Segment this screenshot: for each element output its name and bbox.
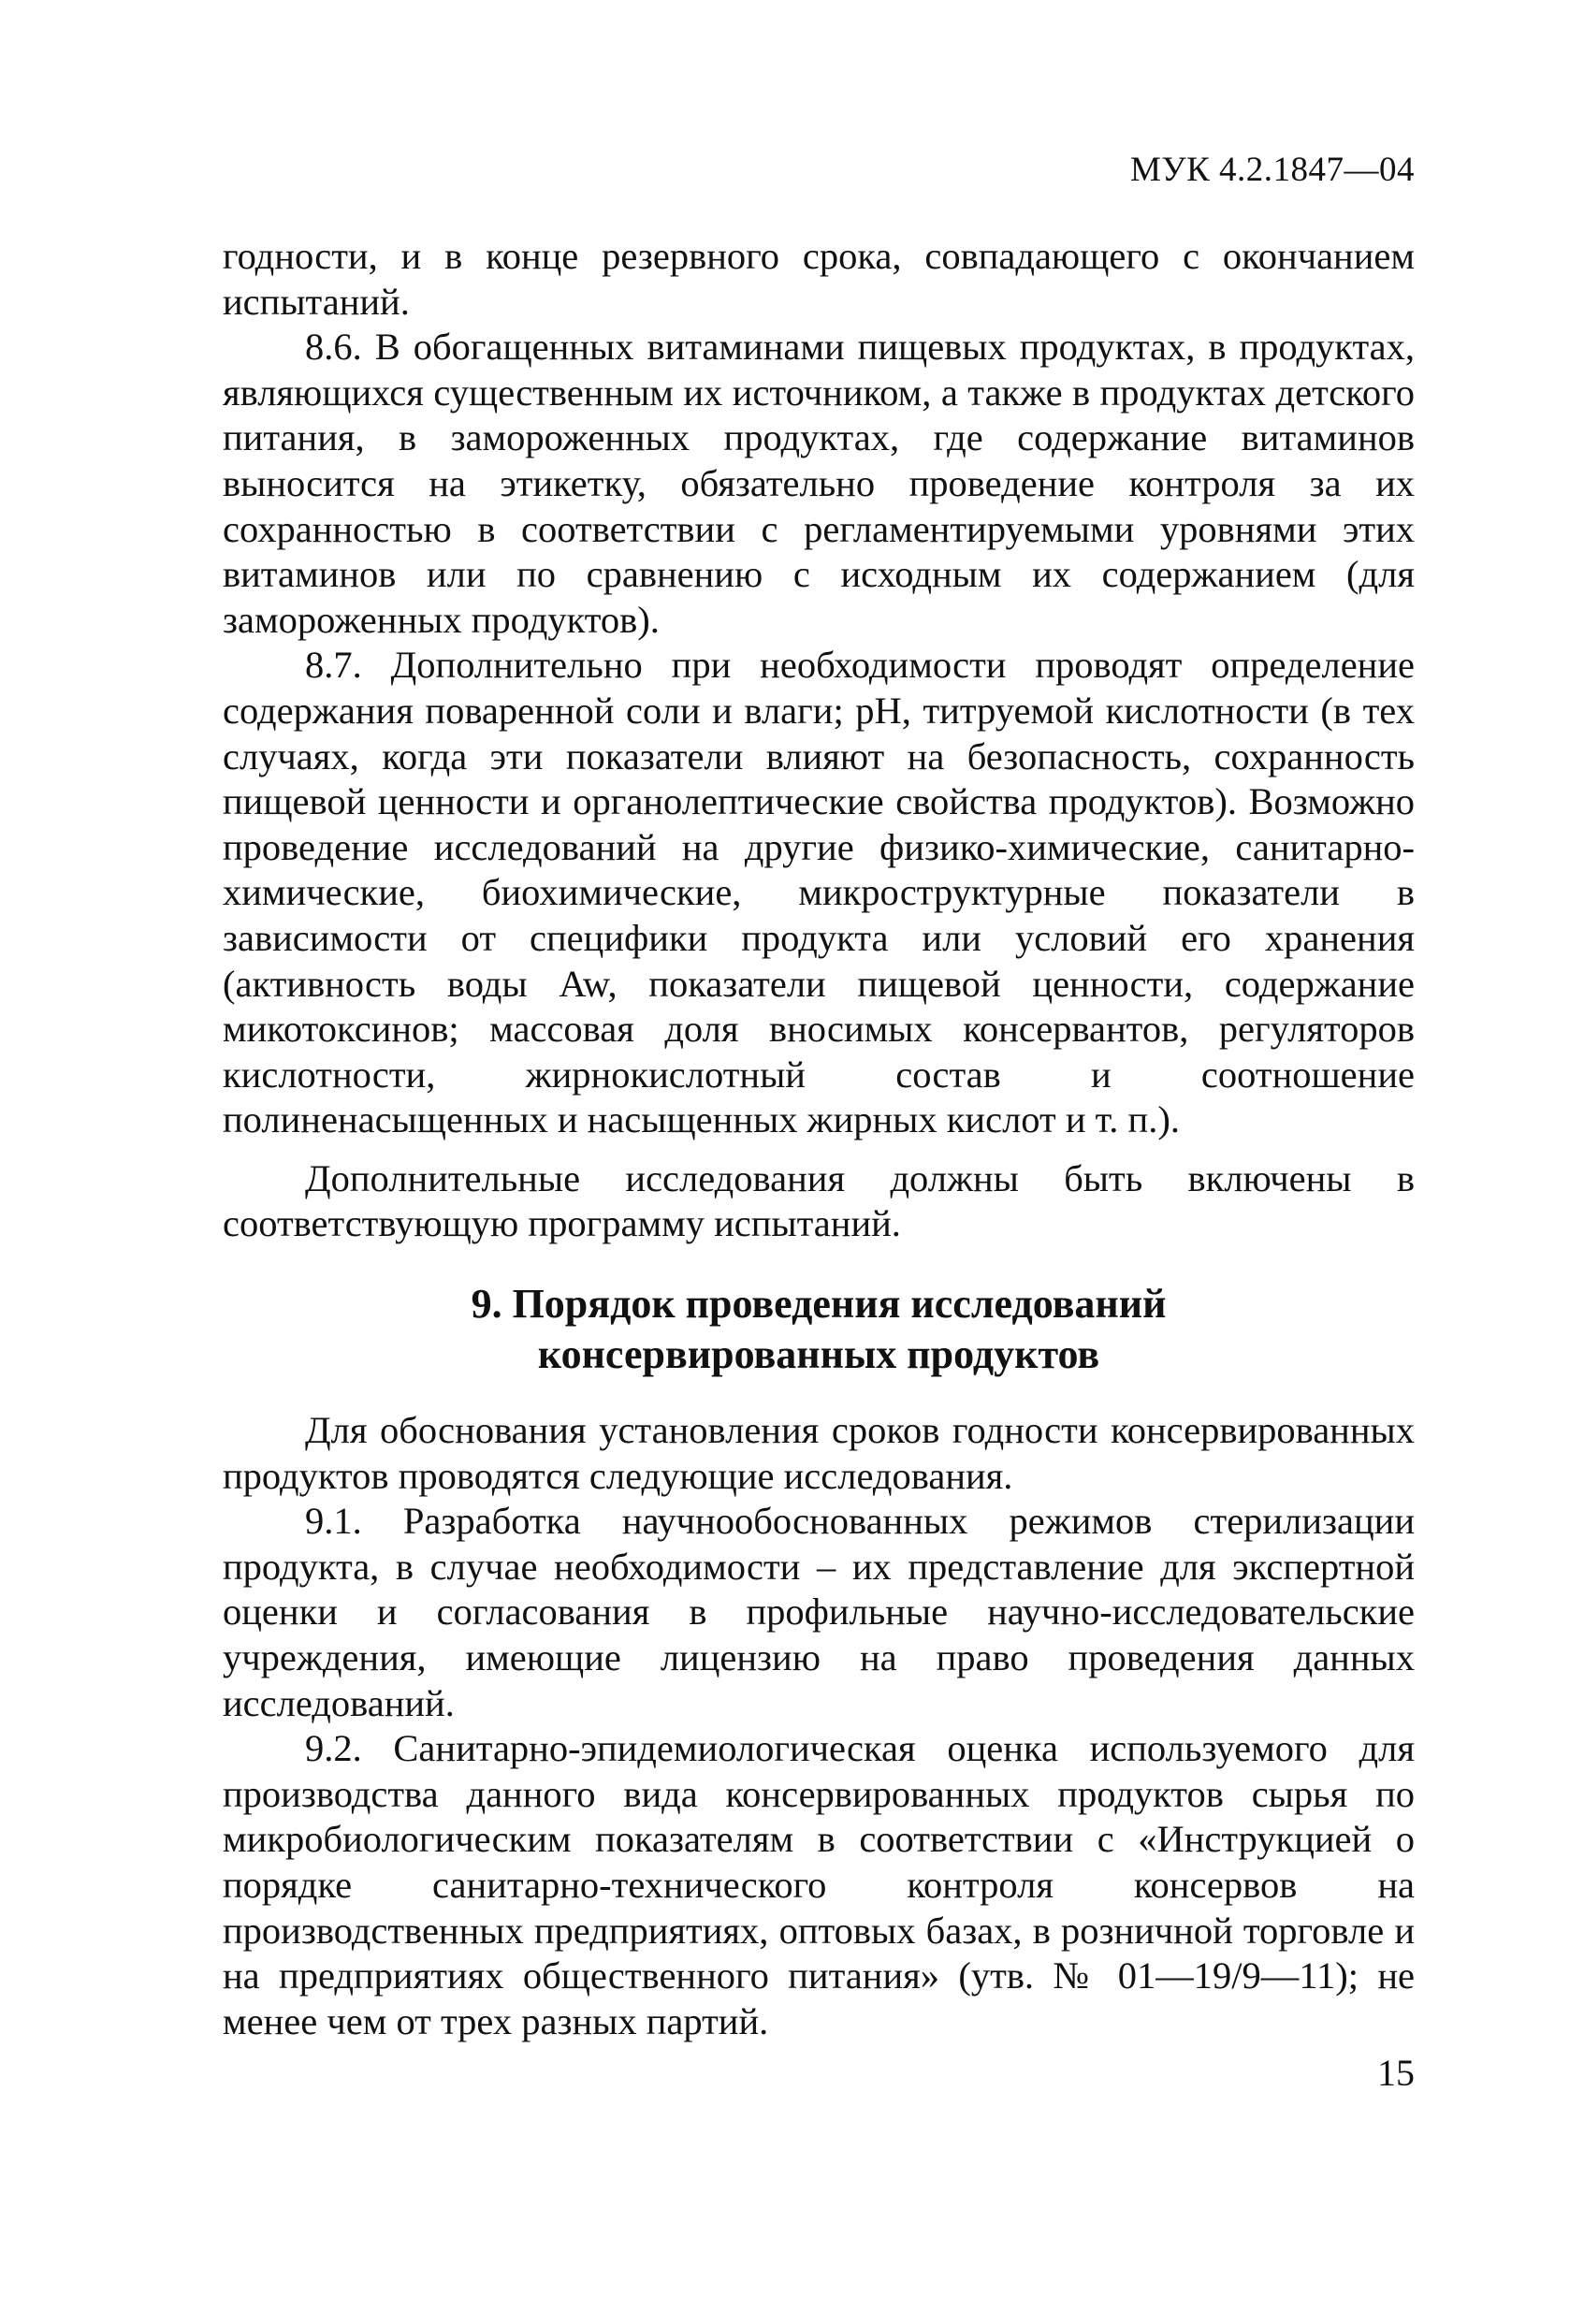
section-9-heading-line2: консервированных продуктов <box>537 1331 1100 1378</box>
paragraph-9-1: 9.1. Разработка научнообоснованных режимов стерилизации продукта, в случае необходимости – их представление для экспертной оценки и согласования в профильные научно-исследовательские учреждения, имеющие лицензию на право проведения данных исследований. <box>223 1500 1415 1724</box>
paragraph-continuation: годности, и в конце резервного срока, совпадающего с окончанием испытаний. <box>223 235 1415 323</box>
paragraph-8-7: 8.7. Дополнительно при необходимости проводят определение содержания поваренной соли и влаги; pH, титруемой кислотности (в тех случаях, когда эти показатели влияют на безопасность, сохранность пищевой ценности и органолептические свойства продуктов). Возможно проведение исследований на другие физико-химические, санитарно-химические, биохимические, микроструктурные показатели в зависимости от специфики продукта или условий его хранения (активность воды Aw, показатели пищевой ценности, содержание микотоксинов; массовая доля вносимых консервантов, регуляторов кислотности, жирнокислотный состав и соотношение полиненасыщенных и насыщенных жирных кислот и т. п.). <box>223 644 1415 1141</box>
section-9-heading-line1: 9. Порядок проведения исследований <box>471 1281 1167 1328</box>
document-code-header: МУК 4.2.1847—04 <box>1129 151 1415 189</box>
paragraph-9-2: 9.2. Санитарно-эпидемиологическая оценка используемого для производства данного вида консервированных продуктов сырья по микробиологическим показателям в соответствии с «Инструкцией о порядке санитарно-технического контроля консервов на производственных предприятиях, оптовых базах, в розничной торговле и на предприятиях общественного питания» (утв. № 01—19/9—11); не менее чем от трех разных партий. <box>223 1727 1415 2042</box>
paragraph-8-6: 8.6. В обогащенных витаминами пищевых продуктах, в продуктах, являющихся существенным их источником, а также в продуктах детского питания, в замороженных продуктах, где содержание витаминов выносится на этикетку, обязательно проведение контроля за их сохранностью в соответствии с регламентируемыми уровнями этих витаминов или по сравнению с исходным их содержанием (для замороженных продуктов). <box>223 326 1415 641</box>
paragraph-additional-research: Дополнительные исследования должны быть включены в соответствующую программу испытаний. <box>223 1156 1415 1245</box>
section-9-heading <box>223 1279 1415 1380</box>
page-number: 15 <box>1377 2052 1415 2094</box>
section-9-intro: Для обоснования установления сроков годности консервированных продуктов проводятся следующие исследования. <box>223 1409 1415 1497</box>
document-body <box>223 234 1415 2044</box>
